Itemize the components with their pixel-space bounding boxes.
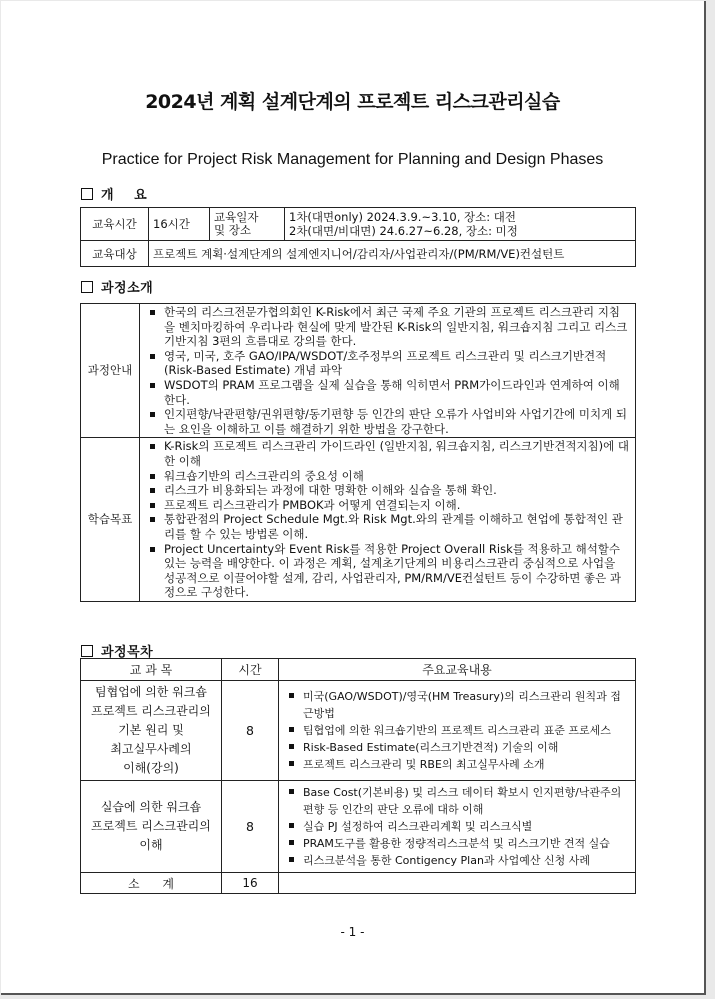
list-item: Base Cost(기본비용) 및 리스크 데이터 확보시 인지편향/낙관주의편향 등 인간의 판단 오류에 대하 이해 <box>303 784 629 818</box>
schedule-label: 교육일자 및 장소 <box>210 208 285 241</box>
total-empty-cell <box>279 873 636 894</box>
total-row <box>81 873 636 894</box>
curriculum-heading: 과정목차 <box>81 641 153 660</box>
list-item: 프로젝트 리스크관리 및 RBE의 최고실무사례 소개 <box>303 756 629 773</box>
goal-label: 학습목표 <box>81 438 140 602</box>
list-item: 영국, 미국, 호주 GAO/IPA/WSDOT/호주정부의 프로젝트 리스크관리 및 리스크기반견적(Risk-Based Estimate) 개념 파악 <box>164 349 629 378</box>
hours-label: 교육시간 <box>81 208 149 241</box>
column-header-hours: 시간 <box>222 659 279 681</box>
overview-heading: 개 요 <box>81 184 147 203</box>
curriculum-table <box>80 658 636 894</box>
list-item: PRAM도구를 활용한 정량적리스크분석 및 리스크기반 견적 실습 <box>303 835 629 852</box>
table-row <box>81 681 636 781</box>
table-row <box>81 781 636 873</box>
column-header-subject: 교 과 목 <box>81 659 222 681</box>
document-page <box>1 1 706 995</box>
list-item: 한국의 리스크전문가협의회인 K-Risk에서 최근 국제 주요 기관의 프로젝트 리스크관리 지침을 벤치마킹하여 우리나라 현실에 맞게 발간된 K-Risk의 일반지침, 워크숍지침 그리고 리스크기반지침 3편의 흐름대로 강의를 한다. <box>164 305 628 349</box>
target-value: 프로젝트 계획·설계단계의 설계엔지니어/감리자/사업관리자/(PM/RM/VE)컨설턴트 <box>149 241 636 267</box>
total-hours: 16 <box>222 873 279 894</box>
overview-table <box>80 207 636 267</box>
checkbox-square-icon <box>81 188 93 200</box>
list-item: Project Uncertainty와 Event Risk를 적용한 Project Overall Risk를 적용하고 해석할수 있는 능력을 배양한다. 이 과정은 계획, 설계초기단계의 비용리스크관리 중심적으로 사업을 성공적으로 이끌어야할 설계, 감리, 사업관리자, PM/RM/VE컨설턴트 등이 수강하면 좋은 과정으로 구성한다. <box>164 542 629 600</box>
hours-cell: 8 <box>222 781 279 873</box>
list-item: Risk-Based Estimate(리스크기반견적) 기술의 이해 <box>303 739 629 756</box>
subject-cell: 팀협업에 의한 워크숍 프로젝트 리스크관리의 기본 원리 및 최고실무사례의 이해(강의) <box>81 681 222 781</box>
guide-content <box>140 304 636 438</box>
target-label: 교육대상 <box>81 241 149 267</box>
list-item: 통합관점의 Project Schedule Mgt.와 Risk Mgt.와의 관계를 이해하고 현업에 통합적인 관리를 할 수 있는 방법론 이해. <box>164 512 629 541</box>
content-cell <box>279 781 636 873</box>
hours-cell: 8 <box>222 681 279 781</box>
checkbox-square-icon <box>81 645 93 657</box>
list-item: 인지편향/낙관편향/권위편향/동기편향 등 인간의 판단 오류가 사업비와 사업기간에 미치게 되는 요인을 이해하고 이를 해결하기 위한 방법을 강구한다. <box>164 407 628 436</box>
list-item: 미국(GAO/WSDOT)/영국(HM Treasury)의 리스크관리 원칙과 접근방법 <box>303 688 629 722</box>
intro-table <box>80 303 636 602</box>
page-title: 2024년 계획 설계단계의 프로젝트 리스크관리실습 <box>145 91 560 113</box>
table-header-row <box>81 659 636 681</box>
page-subtitle: Practice for Project Risk Management for Planning and Design Phases <box>101 151 604 168</box>
list-item: 리스크분석을 통한 Contigency Plan과 사업예산 신청 사례 <box>303 852 629 869</box>
list-item: 팀협업에 의한 워크숍기반의 프로젝트 리스크관리 표준 프로세스 <box>303 722 629 739</box>
list-item: WSDOT의 PRAM 프로그램을 실제 실습을 통해 익히면서 PRM가이드라인과 연계하여 이해한다. <box>164 378 629 407</box>
hours-value: 16시간 <box>149 208 210 241</box>
total-label: 소 계 <box>81 873 222 894</box>
subject-cell: 실습에 의한 워크숍 프로젝트 리스크관리의 이해 <box>81 781 222 873</box>
schedule-value: 1차(대면only) 2024.3.9.~3.10, 장소: 대전 2차(대면/비대면) 24.6.27~6.28, 장소: 미정 <box>285 208 636 241</box>
list-item: 리스크가 비용화되는 과정에 대한 명확한 이해와 실습을 통해 확인. <box>164 483 629 498</box>
list-item: 워크숍기반의 리스크관리의 중요성 이해 <box>164 469 629 484</box>
column-header-content: 주요교육내용 <box>279 659 636 681</box>
list-item: K-Risk의 프로젝트 리스크관리 가이드라인 (일반지침, 워크숍지침, 리스크기반견적지침)에 대한 이해 <box>164 439 630 468</box>
content-cell <box>279 681 636 781</box>
goal-content <box>140 438 636 602</box>
checkbox-square-icon <box>81 281 93 293</box>
guide-label: 과정안내 <box>81 304 140 438</box>
list-item: 프로젝트 리스크관리가 PMBOK과 어떻게 연결되는지 이해. <box>164 498 629 513</box>
intro-heading: 과정소개 <box>81 277 153 296</box>
list-item: 실습 PJ 설정하여 리스크관리계획 및 리스크식별 <box>303 818 629 835</box>
page-number: - 1 - <box>340 925 365 939</box>
